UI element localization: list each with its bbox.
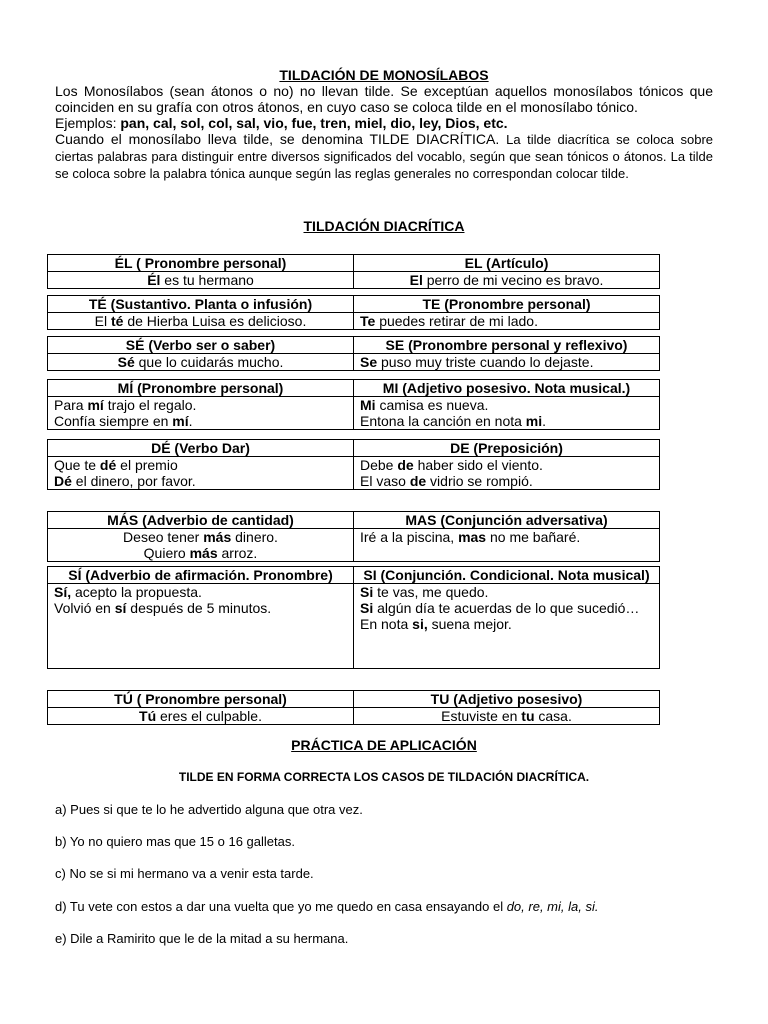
intro-paragraph xyxy=(55,83,713,182)
practice-title: PRÁCTICA DE APLICACIÓN xyxy=(291,737,477,753)
header-si-plain: SI (Conjunción. Condicional. Nota musical) xyxy=(354,567,660,584)
example-el-accented: Él es tu hermano xyxy=(48,272,354,289)
example-de-accented: Que te dé el premio Dé el dinero, por favor. xyxy=(48,457,354,490)
example-si-plain: Si te vas, me quedo. Si algún día te acuerdas de lo que sucedió… En nota si, suena mejor. xyxy=(354,584,660,669)
example-tu-accented: Tú eres el culpable. xyxy=(48,708,354,725)
header-se-plain: SE (Pronombre personal y reflexivo) xyxy=(354,337,660,354)
exercise-e: e) Dile a Ramirito que le de la mitad a su hermana. xyxy=(55,931,349,946)
header-el-accented: ÉL ( Pronombre personal) xyxy=(48,255,354,272)
header-mas-accented: MÁS (Adverbio de cantidad) xyxy=(48,512,354,529)
exercise-b: b) Yo no quiero mas que 15 o 16 galletas. xyxy=(55,834,295,849)
example-mi-plain: Mi camisa es nueva. Entona la canción en nota mi. xyxy=(354,397,660,430)
header-el-plain: EL (Artículo) xyxy=(354,255,660,272)
diacritic-definition: Cuando el monosílabo lleva tilde, se denomina TILDE DIACRÍTICA. xyxy=(55,131,500,147)
header-mi-plain: MI (Adjetivo posesivo. Nota musical.) xyxy=(354,380,660,397)
table-mi xyxy=(47,379,660,430)
example-mas-accented: Deseo tener más dinero. Quiero más arroz. xyxy=(48,529,354,562)
example-te-accented: El té de Hierba Luisa es delicioso. xyxy=(48,313,354,330)
example-mi-accented: Para mí trajo el regalo. Confía siempre en mí. xyxy=(48,397,354,430)
example-te-plain: Te puedes retirar de mi lado. xyxy=(354,313,660,330)
header-mas-plain: MAS (Conjunción adversativa) xyxy=(354,512,660,529)
section-title: TILDACIÓN DIACRÍTICA xyxy=(303,218,465,234)
diacritic-explanation: La tilde diacrítica se coloca sobre ciertas palabras para distinguir entre diversos significados del vocablo, según que sean tónicos o átonos. La tilde se coloca sobre la palabra tónica aunque según las reglas generales no correspondan colocar tilde. xyxy=(55,132,714,181)
example-mas-plain: Iré a la piscina, mas no me bañaré. xyxy=(354,529,660,562)
example-si-accented: Sí, acepto la propuesta. Volvió en sí después de 5 minutos. xyxy=(48,584,354,669)
table-tu xyxy=(47,690,660,725)
header-si-accented: SÍ (Adverbio de afirmación. Pronombre) xyxy=(48,567,354,584)
table-el xyxy=(47,254,660,289)
examples-label: Ejemplos: xyxy=(55,115,117,131)
header-tu-accented: TÚ ( Pronombre personal) xyxy=(48,691,354,708)
header-tu-plain: TU (Adjetivo posesivo) xyxy=(354,691,660,708)
example-se-plain: Se puso muy triste cuando lo dejaste. xyxy=(354,354,660,371)
page-title: TILDACIÓN DE MONOSÍLABOS xyxy=(279,67,489,83)
example-se-accented: Sé que lo cuidarás mucho. xyxy=(48,354,354,371)
header-mi-accented: MÍ (Pronombre personal) xyxy=(48,380,354,397)
exercise-a: a) Pues si que te lo he advertido alguna que otra vez. xyxy=(55,802,363,817)
example-de-plain: Debe de haber sido el viento. El vaso de vidrio se rompió. xyxy=(354,457,660,490)
header-te-accented: TÉ (Sustantivo. Planta o infusión) xyxy=(48,296,354,313)
table-te xyxy=(47,295,660,330)
table-se xyxy=(47,336,660,371)
example-tu-plain: Estuviste en tu casa. xyxy=(354,708,660,725)
header-se-accented: SÉ (Verbo ser o saber) xyxy=(48,337,354,354)
exercise-d: d) Tu vete con estos a dar una vuelta que yo me quedo en casa ensayando el do, re, mi, la, si. xyxy=(55,899,599,914)
table-si xyxy=(47,566,660,669)
header-de-plain: DE (Preposición) xyxy=(354,440,660,457)
exercise-c: c) No se si mi hermano va a venir esta tarde. xyxy=(55,866,314,881)
intro-text: Los Monosílabos (sean átonos o no) no llevan tilde. Se exceptúan aquellos monosílabos tónicos que coinciden en su grafía con otros átonos, en cuyo caso se coloca tilde en el monosílabo tónico. xyxy=(55,83,713,115)
header-te-plain: TE (Pronombre personal) xyxy=(354,296,660,313)
table-mas xyxy=(47,511,660,562)
examples-list: pan, cal, sol, col, sal, vio, fue, tren, miel, dio, ley, Dios, etc. xyxy=(120,115,508,131)
practice-instruction: TILDE EN FORMA CORRECTA LOS CASOS DE TILDACIÓN DIACRÍTICA. xyxy=(178,770,590,784)
example-el-plain: El perro de mi vecino es bravo. xyxy=(354,272,660,289)
header-de-accented: DÉ (Verbo Dar) xyxy=(48,440,354,457)
table-de xyxy=(47,439,660,490)
